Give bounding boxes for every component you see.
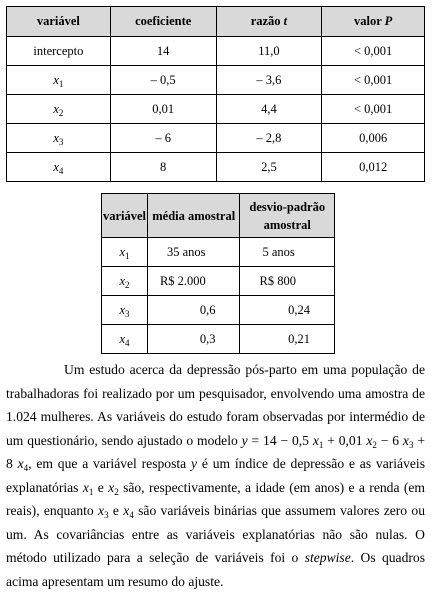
table-row <box>7 124 425 153</box>
var-sub: 2 <box>114 486 119 497</box>
table-row <box>102 296 335 325</box>
var-sub: 3 <box>104 510 109 520</box>
row-t-ratio: 11,0 <box>216 37 322 66</box>
problem-statement <box>6 358 425 593</box>
row-mean: 35 anos <box>147 238 240 267</box>
text-run: = 14 − 0,5 <box>247 432 313 448</box>
var-sub: 1 <box>318 439 324 450</box>
var-x: x <box>312 432 319 448</box>
header-p-value <box>322 7 425 37</box>
header-p-value-text: valor <box>353 14 385 28</box>
header-variable: variável <box>102 194 148 238</box>
var-sub: 2 <box>372 439 377 450</box>
var-sub: 4 <box>58 165 64 176</box>
table-header-row <box>7 7 425 37</box>
row-variable <box>7 95 111 124</box>
header-t-symbol: t <box>283 14 288 28</box>
row-variable <box>102 267 148 296</box>
row-p-value: 0,012 <box>322 153 425 182</box>
text-run: e <box>108 503 124 518</box>
var-sub: 3 <box>125 308 130 319</box>
var-x: x <box>119 273 126 288</box>
var-sub: 4 <box>125 337 130 348</box>
header-sample-mean: média amostral <box>147 194 240 238</box>
var-x: x <box>98 503 105 518</box>
row-mean: 0,3 <box>147 325 240 354</box>
row-sd: 5 anos <box>240 238 335 267</box>
var-y: y <box>241 432 248 448</box>
var-x: x <box>119 331 126 346</box>
row-sd: 0,24 <box>240 296 335 325</box>
summary-statistics-table <box>101 193 335 354</box>
var-sub: 1 <box>125 250 130 261</box>
row-coefficient: – 6 <box>110 124 216 153</box>
var-sub: 3 <box>408 439 414 450</box>
var-x: x <box>119 244 126 259</box>
row-variable: intercepto <box>7 37 111 66</box>
text-run: + 0,01 <box>323 432 367 448</box>
table-row <box>7 66 425 95</box>
var-sub: 2 <box>125 279 130 290</box>
row-p-value: 0,006 <box>322 124 425 153</box>
row-t-ratio: – 2,8 <box>216 124 322 153</box>
text-run: + 8 <box>6 432 425 471</box>
row-sd: R$ 800 <box>240 267 335 296</box>
row-p-value: < 0,001 <box>322 66 425 95</box>
stepwise-term: stepwise <box>304 550 351 565</box>
text-run: − 6 <box>376 432 403 448</box>
var-x: x <box>53 101 59 116</box>
text-run: , em que a variável resposta <box>28 456 191 471</box>
table-header-row <box>102 194 335 238</box>
var-x: x <box>123 503 130 518</box>
var-sub: 2 <box>58 107 64 118</box>
table-row <box>7 153 425 182</box>
text-run: e <box>93 479 109 495</box>
text-run: são variáveis binárias que assumem valores zero ou um. As covariâncias entre as variáveis explanatórias não são nulas. O método utilizado para a seleção de variáveis foi o <box>6 503 425 565</box>
row-t-ratio: 2,5 <box>216 153 322 182</box>
table-row <box>102 238 335 267</box>
row-p-value: < 0,001 <box>322 95 425 124</box>
text-run: . Os quadros acima apresentam um resumo do ajuste. <box>6 550 426 589</box>
var-sub: 4 <box>23 463 29 473</box>
var-x: x <box>53 72 59 87</box>
row-variable <box>7 66 111 95</box>
row-t-ratio: – 3,6 <box>216 66 322 95</box>
var-sub: 4 <box>129 510 134 520</box>
row-sd: 0,21 <box>240 325 335 354</box>
row-p-value: < 0,001 <box>322 37 425 66</box>
var-y: y <box>191 456 198 471</box>
var-sub: 3 <box>58 136 64 147</box>
var-x: x <box>82 479 89 495</box>
header-variable: variável <box>7 7 111 37</box>
table-row <box>102 267 335 296</box>
table-row <box>7 95 425 124</box>
header-sample-sd: desvio-padrão amostral <box>240 194 335 238</box>
row-variable <box>7 124 111 153</box>
var-sub: 1 <box>88 486 94 497</box>
text-run: são, respectivamente, a idade (em anos) e a renda (em reais), enquanto <box>6 479 425 518</box>
row-mean: R$ 2.000 <box>147 267 240 296</box>
text-run: Um estudo acerca da depressão pós-parto em uma população de trabalhadoras foi realizado por um pesquisador, envolvendo uma amostra de 1.024 mulheres. As variáveis do estudo foram observadas por intermédio de um questionário, sendo ajustado o modelo <box>6 362 425 448</box>
row-variable <box>102 296 148 325</box>
var-x: x <box>366 432 373 448</box>
row-variable <box>102 238 148 267</box>
var-x: x <box>53 159 59 174</box>
header-p-symbol: P <box>384 14 393 28</box>
table-row <box>7 37 425 66</box>
text-run: é um índice de depressão e as variáveis explanatórias <box>6 456 425 495</box>
var-x: x <box>108 479 115 495</box>
row-variable <box>7 153 111 182</box>
row-coefficient: 14 <box>110 37 216 66</box>
row-coefficient: 8 <box>110 153 216 182</box>
var-x: x <box>119 302 126 317</box>
table-row <box>102 325 335 354</box>
var-x: x <box>402 432 409 448</box>
row-coefficient: 0,01 <box>110 95 216 124</box>
row-variable <box>102 325 148 354</box>
row-coefficient: – 0,5 <box>110 66 216 95</box>
coefficients-table <box>6 6 425 182</box>
header-coefficient: coeficiente <box>110 7 216 37</box>
row-t-ratio: 4,4 <box>216 95 322 124</box>
var-x: x <box>17 456 24 471</box>
header-t-ratio <box>216 7 322 37</box>
header-t-ratio-text: razão <box>250 14 284 28</box>
var-x: x <box>53 130 59 145</box>
var-sub: 1 <box>58 78 64 89</box>
row-mean: 0,6 <box>147 296 240 325</box>
